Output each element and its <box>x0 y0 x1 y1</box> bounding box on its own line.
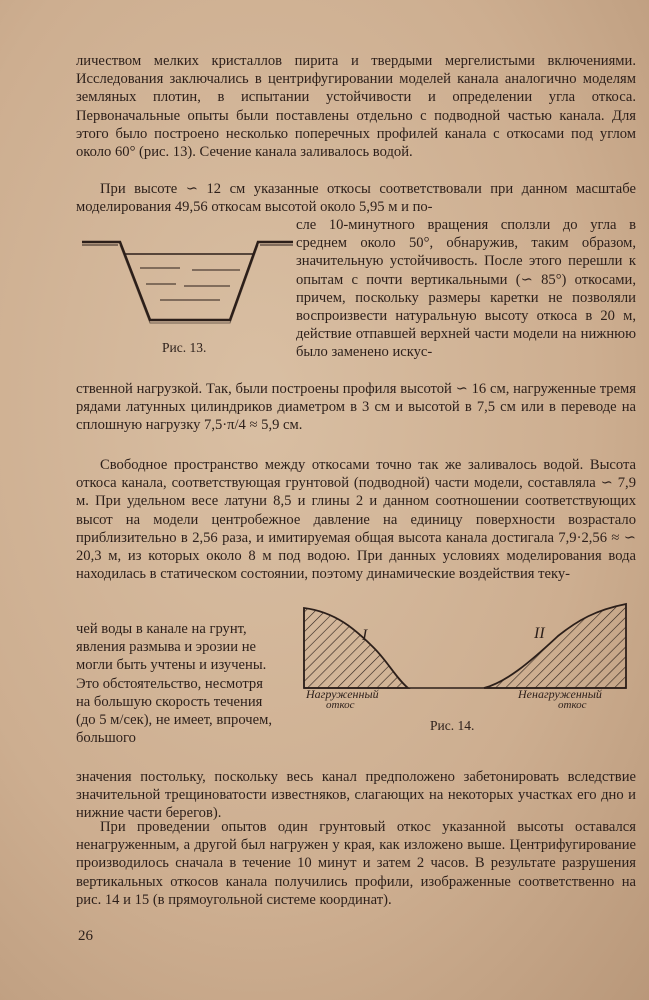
fig14-unloaded-label-2: откос <box>558 699 587 710</box>
figure-14-slope-profiles <box>296 600 636 710</box>
paragraph-2-bottom: ственной нагрузкой. Так, были построены профиля высотой ∽ 16 см, нагруженные тремя рядами латунных цилиндриков диаметром в 3 см и высотой в 7,5 см или в переводе на сплошную нагрузку 7,5·π/4 ≈ 5,9 см. <box>76 381 636 434</box>
fig14-label-I: I <box>362 627 368 644</box>
figure-13-caption: Рис. 13. <box>162 340 207 355</box>
paragraph-3: Свободное пространство между откосами точно так же заливалось водой. Высота откоса канала, соответствующая грунтовой (подводной) части модели, составляла ∽ 7,9 м. При удельном весе латуни 8,5 и глины 2 и данном соотношении соответствующих высот на модели центробежное давление на единицу поверхности возрастало приблизительно в 2,56 раза, и имитируемая общая высота канала достигала 7,9·2,56 ≈ ∽ 20,3 м, из которых около 8 м под водою. При данных условиях моделирования вода находилась в статическом состоянии, поэтому динамические воздействия теку- <box>76 457 636 583</box>
fig14-loaded-label-2: откос <box>326 699 355 710</box>
fig14-label-II: II <box>534 625 545 642</box>
page-number: 26 <box>78 928 93 944</box>
figure-14-caption: Рис. 14. <box>430 718 475 733</box>
paragraph-4: При проведении опытов один грунтовый откос указанной высоты оставался ненагруженным, а другой был нагружен у края, как изложено выше. Центрифугирование производилось сначала в течение 10 минут и затем 2 часов. В результате разрушения вертикальных откосов канала получились профили, изображенные соответственно на рис. 14 и 15 (в прямоугольной системе координат). <box>76 819 636 908</box>
figure-13-canal-profile <box>80 232 295 332</box>
paragraph-2-top: При высоте ∽ 12 см указанные откосы соответствовали при данном масштабе моделирования 49,56 откосам высотой около 5,95 м и по- <box>76 181 636 216</box>
fig14-loaded-label: Нагруженный <box>306 687 379 701</box>
paragraph-2-wrap: сле 10-минутного вращения сползли до угла в среднем около 50°, обнаружив, таким образом, значительную устойчивость. После этого перешли к опытам с почти вертикальными (∽ 85°) откосами, причем, поскольку размеры каретки не позволяли воспроизвести натуральную высоту откоса в 20 м, действие отпавшей верхней части модели на нижнюю было заменено искус- <box>296 217 636 361</box>
paragraph-3-wrap: чей воды в канале на грунт, явления размыва и эрозии не могли быть учтены и изучены. Это обстоятельство, несмотря на большую скорость течения (до 5 м/сек), не имеет, впрочем, большого <box>76 621 272 747</box>
paragraph-3-bottom: значения постольку, поскольку весь канал предположено забетонировать вследствие значительной трещиноватости известняков, слагающих на некоторых участках его дно и нижние части берегов). <box>76 769 636 822</box>
fig14-unloaded-label: Ненагруженный <box>518 687 602 701</box>
paragraph-1: личеством мелких кристаллов пирита и твердыми мергелистыми включениями. Исследования заключались в центрифугировании моделей канала аналогично моделям земляных плотин, в испытании устойчивости и определении угла откоса. Первоначальные опыты были поставлены отдельно с подводной частью канала. Для этого было построено несколько поперечных профилей канала с откосами под углом около 60° (рис. 13). Сечение канала заливалось водой. <box>76 53 636 161</box>
